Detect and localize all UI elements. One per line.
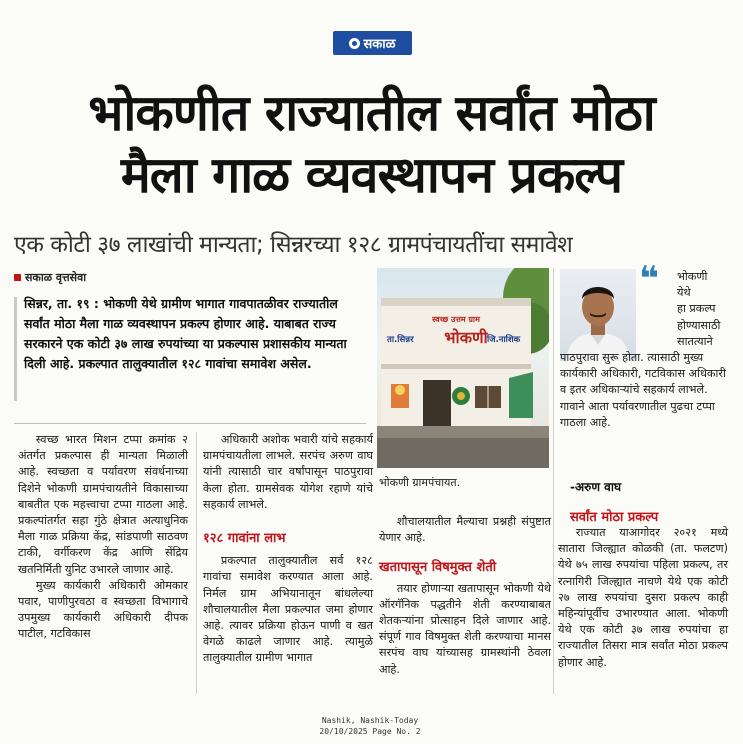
headline-line-2: मैला गाळ व्यवस्थापन प्रकल्प [120, 146, 623, 204]
board-place-name: भोकणी [444, 328, 488, 347]
section-divider [14, 423, 366, 424]
photo-caption: भोकणी ग्रामपंचायत. [379, 476, 461, 489]
lead-rule [14, 297, 17, 401]
square-bullet-icon [14, 274, 21, 281]
subheadline: एक कोटी ३७ लाखांची मान्यता; सिन्नरच्या १२८ ग्रामपंचायतींचा समावेश [14, 232, 573, 258]
paragraph: शौचालयातील मैल्याचा प्रश्नही संपुष्टात येणार आहे. [379, 515, 551, 545]
article-column-3 [379, 514, 551, 678]
masthead-logo [333, 31, 412, 55]
building-photo-illustration [377, 268, 549, 468]
byline [14, 270, 86, 285]
subheading: खतापासून विषमुक्त शेती [379, 560, 497, 576]
masthead-name: सकाळ [363, 37, 396, 52]
board-taluka: ता.सिन्नर [387, 335, 414, 345]
paragraph: मुख्य कार्यकारी अधिकारी ओमकार पवार, पाणीपुरवठा व स्वच्छता विभागाचे उपमुख्य कार्यकारी अधिकारी दीपक पाटील, गटविकास [18, 578, 188, 641]
subheading: १२८ गावांना लाभ [203, 531, 286, 547]
byline-text: सकाळ वृत्तसेवा [25, 271, 87, 284]
column-divider [196, 432, 197, 694]
logo-icon [349, 38, 360, 49]
quote-text: पाठपुरावा सुरू होता. त्यासाठी मुख्य कार्यकारी अधिकारी, गटविकास अधिकारी व इतर अधिकाऱ्यांचे सहकार्य लाभले. गावाने आता पर्यावरणातील पुढचा टप्पा गाठला आहे. [560, 351, 726, 429]
quote-line: हा प्रकल्प [677, 302, 716, 316]
quote-author: -अरुण वाघ [570, 480, 622, 494]
paragraph: अधिकारी अशोक भवारी यांचे सहकार्य ग्रामपंचायतीला लाभले. सरपंच अरुण वाघ यांनी त्यासाठी चार वर्षांपासून पाठपुरावा केला होता. ग्रामसेवक योगेश रहाणे यांचे सहकार्य लाभले. [203, 433, 373, 511]
paragraph: तयार होणाऱ्या खतापासून भोकणी येथे ऑरगॅनिक पद्धतीने शेती करण्याबाबत शेतकऱ्यांना प्रोत्साहन दिले जाणार आहे. संपूर्ण गाव विषमुक्त शेती करण्याचा मानस सरपंच वाघ यांच्यासह ग्रामस्थांनी ठेवला आहे. [379, 581, 551, 676]
quote-mark-icon: ❝ [639, 259, 659, 299]
paragraph: राज्यात याआगोदर २०२१ मध्ये सातारा जिल्ह्यात कोळकी (ता. फलटण) येथे ७५ लाख रुपयांचा पहिला प्रकल्प, तर रत्नागिरी जिल्ह्यात नाचणे येथे एक कोटी २७ लाख रुपयांचा दुसरा प्रकल्प काही महिन्यांपूर्वीच उभारण्यात आला. भोकणी येथे एक कोटी ३७ लाख रुपयांचा हा राज्यातील तिसरा मात्र सर्वांत मोठा प्रकल्प होणार आहे. [558, 526, 728, 669]
article-column-4 [558, 525, 728, 671]
article-photo [377, 268, 549, 468]
edition-date-page: 20/10/2025 Page No. 2 [319, 727, 421, 736]
edition-name: Nashik, Nashik-Today [321, 716, 419, 725]
article-column-2 [203, 432, 373, 667]
board-district: जि.नाशिक [487, 335, 521, 345]
quote-line: भोकणी [677, 270, 708, 283]
paragraph: प्रकल्पात तालुक्यातील सर्व १२८ गावांचा समावेश करण्यात आला आहे. निर्मल ग्राम अभियानातून बांधलेल्या शौचालयातील मैला प्रकल्पात जमा होणार आहे. त्यावर प्रक्रिया होऊन पाणी व खत वेगळे काढले जाणार आहे. त्यामुळे तालुक्यातील ग्रामीण भागात [203, 554, 373, 665]
headline-line-1: भोकणीत राज्यातील सर्वांत मोठा [88, 84, 655, 142]
board-line-1: स्वच्छ उत्तम ग्राम [432, 315, 480, 324]
article-column-1 [18, 432, 188, 643]
paragraph: स्वच्छ भारत मिशन टप्पा क्रमांक २ अंतर्गत प्रकल्पास ही मान्यता मिळाली आहे. स्वच्छता व पर्यावरण संवर्धनाच्या दिशेने भोकणी ग्रामपंचायतीने विकासाच्या बाबतीत एक महत्त्वाचा टप्पा गाठला आहे. प्रकल्पांतर्गत सहा गुंठे क्षेत्रात अत्याधुनिक मैला गाळ प्रक्रिया केंद्र, सांडपाणी साठवण टाकी, वर्गीकरण केंद्र आणि सेंद्रिय खतनिर्मिती युनिट उभारले जाणार आहे. [18, 433, 188, 576]
quote-line: येथे [677, 286, 691, 300]
edition-footer [290, 715, 450, 737]
quote-line: होण्यासाठी [677, 318, 721, 332]
column-divider [553, 268, 554, 694]
subheading: सर्वांत मोठा प्रकल्प [570, 510, 659, 525]
quote-line: सातत्याने [677, 334, 713, 348]
lead-paragraph: सिन्नर, ता. १९ : भोकणी येथे ग्रामीण भागात गावपातळीवर राज्यातील सर्वांत मोठा मैला गाळ व्यवस्थापन प्रकल्प होणार आहे. याबाबत राज्य सरकारने एक कोटी ३७ लाख रुपयांच्या या प्रकल्पास प्रशासकीय मान्यता दिली आहे. प्रकल्पात तालुक्यातील १२८ गावांचा समावेश असेल. [24, 296, 347, 371]
quote-block [560, 269, 732, 431]
